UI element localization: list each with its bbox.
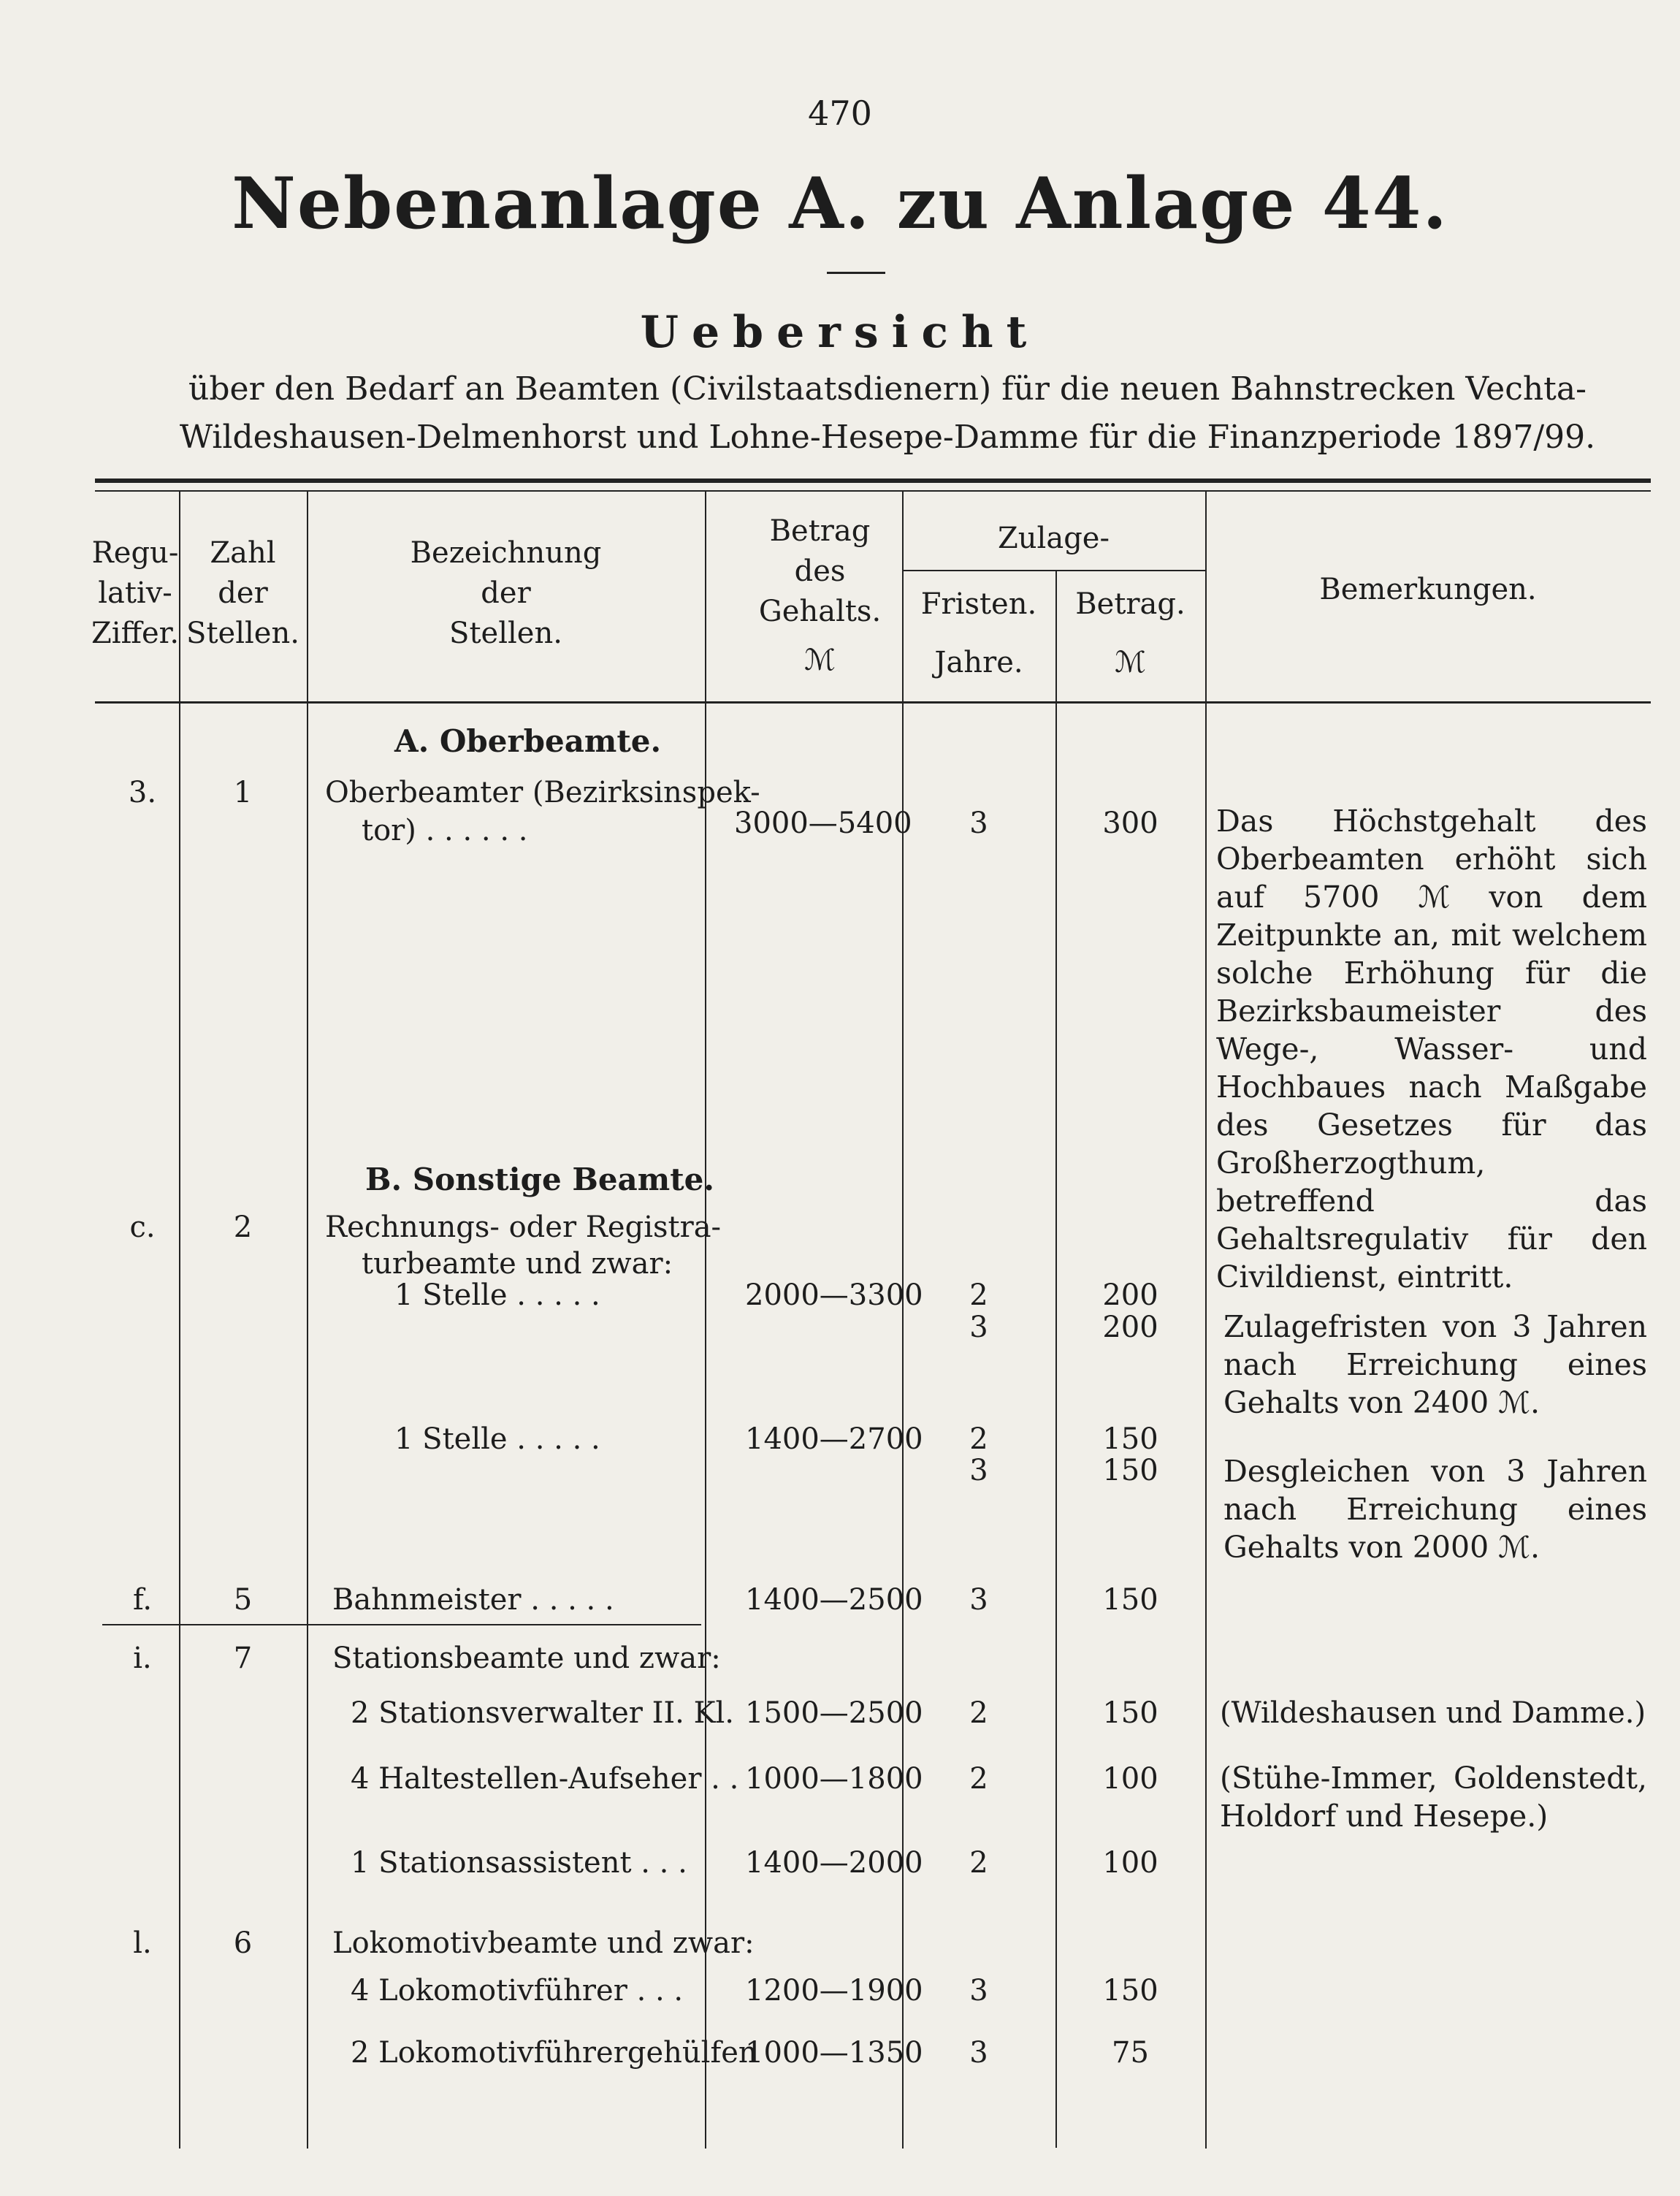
row-i-zahl: 7 — [233, 1642, 253, 1675]
row-l-sub2-gehalt: 1000—1350 — [745, 2036, 923, 2070]
row-i-sub1-bemerkung: (Wildeshausen und Damme.) — [1220, 1696, 1646, 1730]
row-a-fristen: 3 — [969, 807, 988, 840]
row-i-sub2-bemerkung: (Stühe-Immer, Goldenstedt, Holdorf und Hesepe.) — [1220, 1761, 1647, 1834]
row-i-sub3-fristen: 2 — [969, 1846, 988, 1880]
row-l-regulativ: l. — [133, 1926, 152, 1960]
row-l-bezeichnung: Lokomotivbeamte und zwar: — [332, 1926, 755, 1960]
row-i-sub2-fristen: 2 — [969, 1762, 988, 1796]
row-c-sub1-fristen: 3 — [969, 1311, 988, 1344]
row-c-sub2-fristen: 3 — [969, 1454, 988, 1487]
row-i-sub1-betrag: 150 — [1102, 1696, 1158, 1730]
row-c-bezeichnung: Rechnungs- oder Registra- — [325, 1211, 722, 1244]
row-i-sub2: 4 Haltestellen-Aufseher . . — [351, 1762, 739, 1796]
row-i-sub3-betrag: 100 — [1102, 1846, 1158, 1880]
header-zahl: Zahl der Stellen. — [186, 536, 299, 650]
row-c-bezeichnung-cont: turbeamte und zwar: — [362, 1247, 673, 1281]
page-title: Nebenanlage A. zu Anlage 44. — [232, 162, 1448, 245]
row-c-sub2-gehalt: 1400—2700 — [745, 1422, 923, 1456]
header-fristen: Fristen. Jahre. — [920, 587, 1037, 679]
row-l-sub2: 2 Lokomotivführergehülfen — [351, 2036, 757, 2070]
overview-heading: Uebersicht — [640, 307, 1040, 358]
header-zulage-betrag: Betrag. ℳ — [1075, 587, 1185, 679]
row-c-sub1-gehalt: 2000—3300 — [745, 1278, 923, 1312]
row-a-bemerkung: Das Höchstgehalt des Oberbeamten erhöht sich auf 5700 ℳ von dem Zeitpunkte an, mit welchem solche Erhöhung für die Bezirksbaumeister des Wege-, Wasser- und Hochbaues nach Maßgabe des Gesetzes für das Großherzogthum, betreffend das Gehaltsregulativ für den Civildienst, eintritt. — [1216, 804, 1647, 1295]
row-a-bezeichnung-cont: tor) . . . . . . — [362, 814, 528, 847]
row-l-sub1-betrag: 150 — [1102, 1974, 1158, 2008]
row-l-sub1-gehalt: 1200—1900 — [745, 1974, 923, 2008]
row-f-gehalt: 1400—2500 — [745, 1583, 923, 1617]
row-i-sub2-betrag: 100 — [1102, 1762, 1158, 1796]
row-i-sub3-gehalt: 1400—2000 — [745, 1846, 923, 1880]
row-c-sub2-betrag: 150 — [1102, 1422, 1158, 1456]
row-f-regulativ: f. — [132, 1583, 153, 1617]
row-c-zahl: 2 — [233, 1211, 253, 1244]
header-regulativ: Regu- lativ- Ziffer. — [91, 536, 180, 650]
row-c-sub1-fristen: 2 — [969, 1278, 988, 1312]
row-a-betrag: 300 — [1102, 807, 1158, 840]
row-a-bezeichnung: Oberbeamter (Bezirksinspek- — [325, 776, 760, 809]
row-a-gehalt: 3000—5400 — [734, 807, 912, 840]
header-betrag: Betrag des Gehalts. ℳ — [758, 514, 882, 677]
header-bezeichnung: Bezeichnung der Stellen. — [410, 536, 602, 650]
title-divider — [827, 272, 885, 274]
row-c-sub2-betrag: 150 — [1102, 1454, 1158, 1487]
row-c-sub1-bemerkung: Zulagefristen von 3 Jahren nach Erreichung eines Gehalts von 2400 ℳ. — [1223, 1309, 1647, 1420]
table-top-rule — [95, 479, 1651, 492]
zulage-subheader-rule — [902, 570, 1205, 571]
row-c-sub2-fristen: 2 — [969, 1422, 988, 1456]
column-divider — [307, 490, 308, 2149]
row-c-sub2: 1 Stelle . . . . . — [394, 1422, 600, 1456]
row-c-sub2-bemerkung: Desgleichen von 3 Jahren nach Erreichung eines Gehalts von 2000 ℳ. — [1223, 1454, 1647, 1565]
row-a-zahl: 1 — [233, 776, 253, 809]
row-c-regulativ: c. — [129, 1211, 156, 1244]
row-c-sub1: 1 Stelle . . . . . — [394, 1278, 600, 1312]
row-i-sub1-gehalt: 1500—2500 — [745, 1696, 923, 1730]
row-l-zahl: 6 — [233, 1926, 253, 1960]
column-divider — [179, 490, 180, 2149]
row-f-fristen: 3 — [969, 1583, 988, 1617]
row-c-sub1-betrag: 200 — [1102, 1311, 1158, 1344]
row-divider — [102, 1624, 701, 1625]
table-header-rule — [95, 701, 1651, 704]
row-l-sub1-fristen: 3 — [969, 1974, 988, 2008]
row-l-sub1: 4 Lokomotivführer . . . — [351, 1974, 684, 2008]
row-i-regulativ: i. — [133, 1642, 152, 1675]
row-i-bezeichnung: Stationsbeamte und zwar: — [332, 1642, 721, 1675]
row-l-sub2-fristen: 3 — [969, 2036, 988, 2070]
section-b-heading: B. Sonstige Beamte. — [365, 1162, 714, 1197]
column-divider — [705, 490, 706, 2149]
row-f-bezeichnung: Bahnmeister . . . . . — [332, 1583, 614, 1617]
row-f-zahl: 5 — [233, 1583, 253, 1617]
row-c-sub1-betrag: 200 — [1102, 1278, 1158, 1312]
row-f-betrag: 150 — [1102, 1583, 1158, 1617]
row-i-sub2-gehalt: 1000—1800 — [745, 1762, 923, 1796]
overview-subtitle: über den Bedarf an Beamten (Civilstaatsdienern) für die neuen Bahnstrecken Vechta-Wildeshausen-Delmenhorst und Lohne-Hesepe-Damme für die Finanzperiode 1897/99. — [179, 370, 1596, 456]
section-a-heading: A. Oberbeamte. — [394, 723, 662, 759]
header-zulage: Zulage- — [998, 522, 1110, 555]
row-i-sub1: 2 Stationsverwalter II. Kl. — [351, 1696, 734, 1730]
page-number: 470 — [808, 94, 872, 133]
row-l-sub2-betrag: 75 — [1112, 2036, 1149, 2070]
column-divider — [1205, 490, 1207, 2149]
row-i-sub3: 1 Stationsassistent . . . — [351, 1846, 687, 1880]
row-a-regulativ: 3. — [128, 776, 157, 809]
header-bemerkungen: Bemerkungen. — [1319, 573, 1537, 606]
row-i-sub1-fristen: 2 — [969, 1696, 988, 1730]
